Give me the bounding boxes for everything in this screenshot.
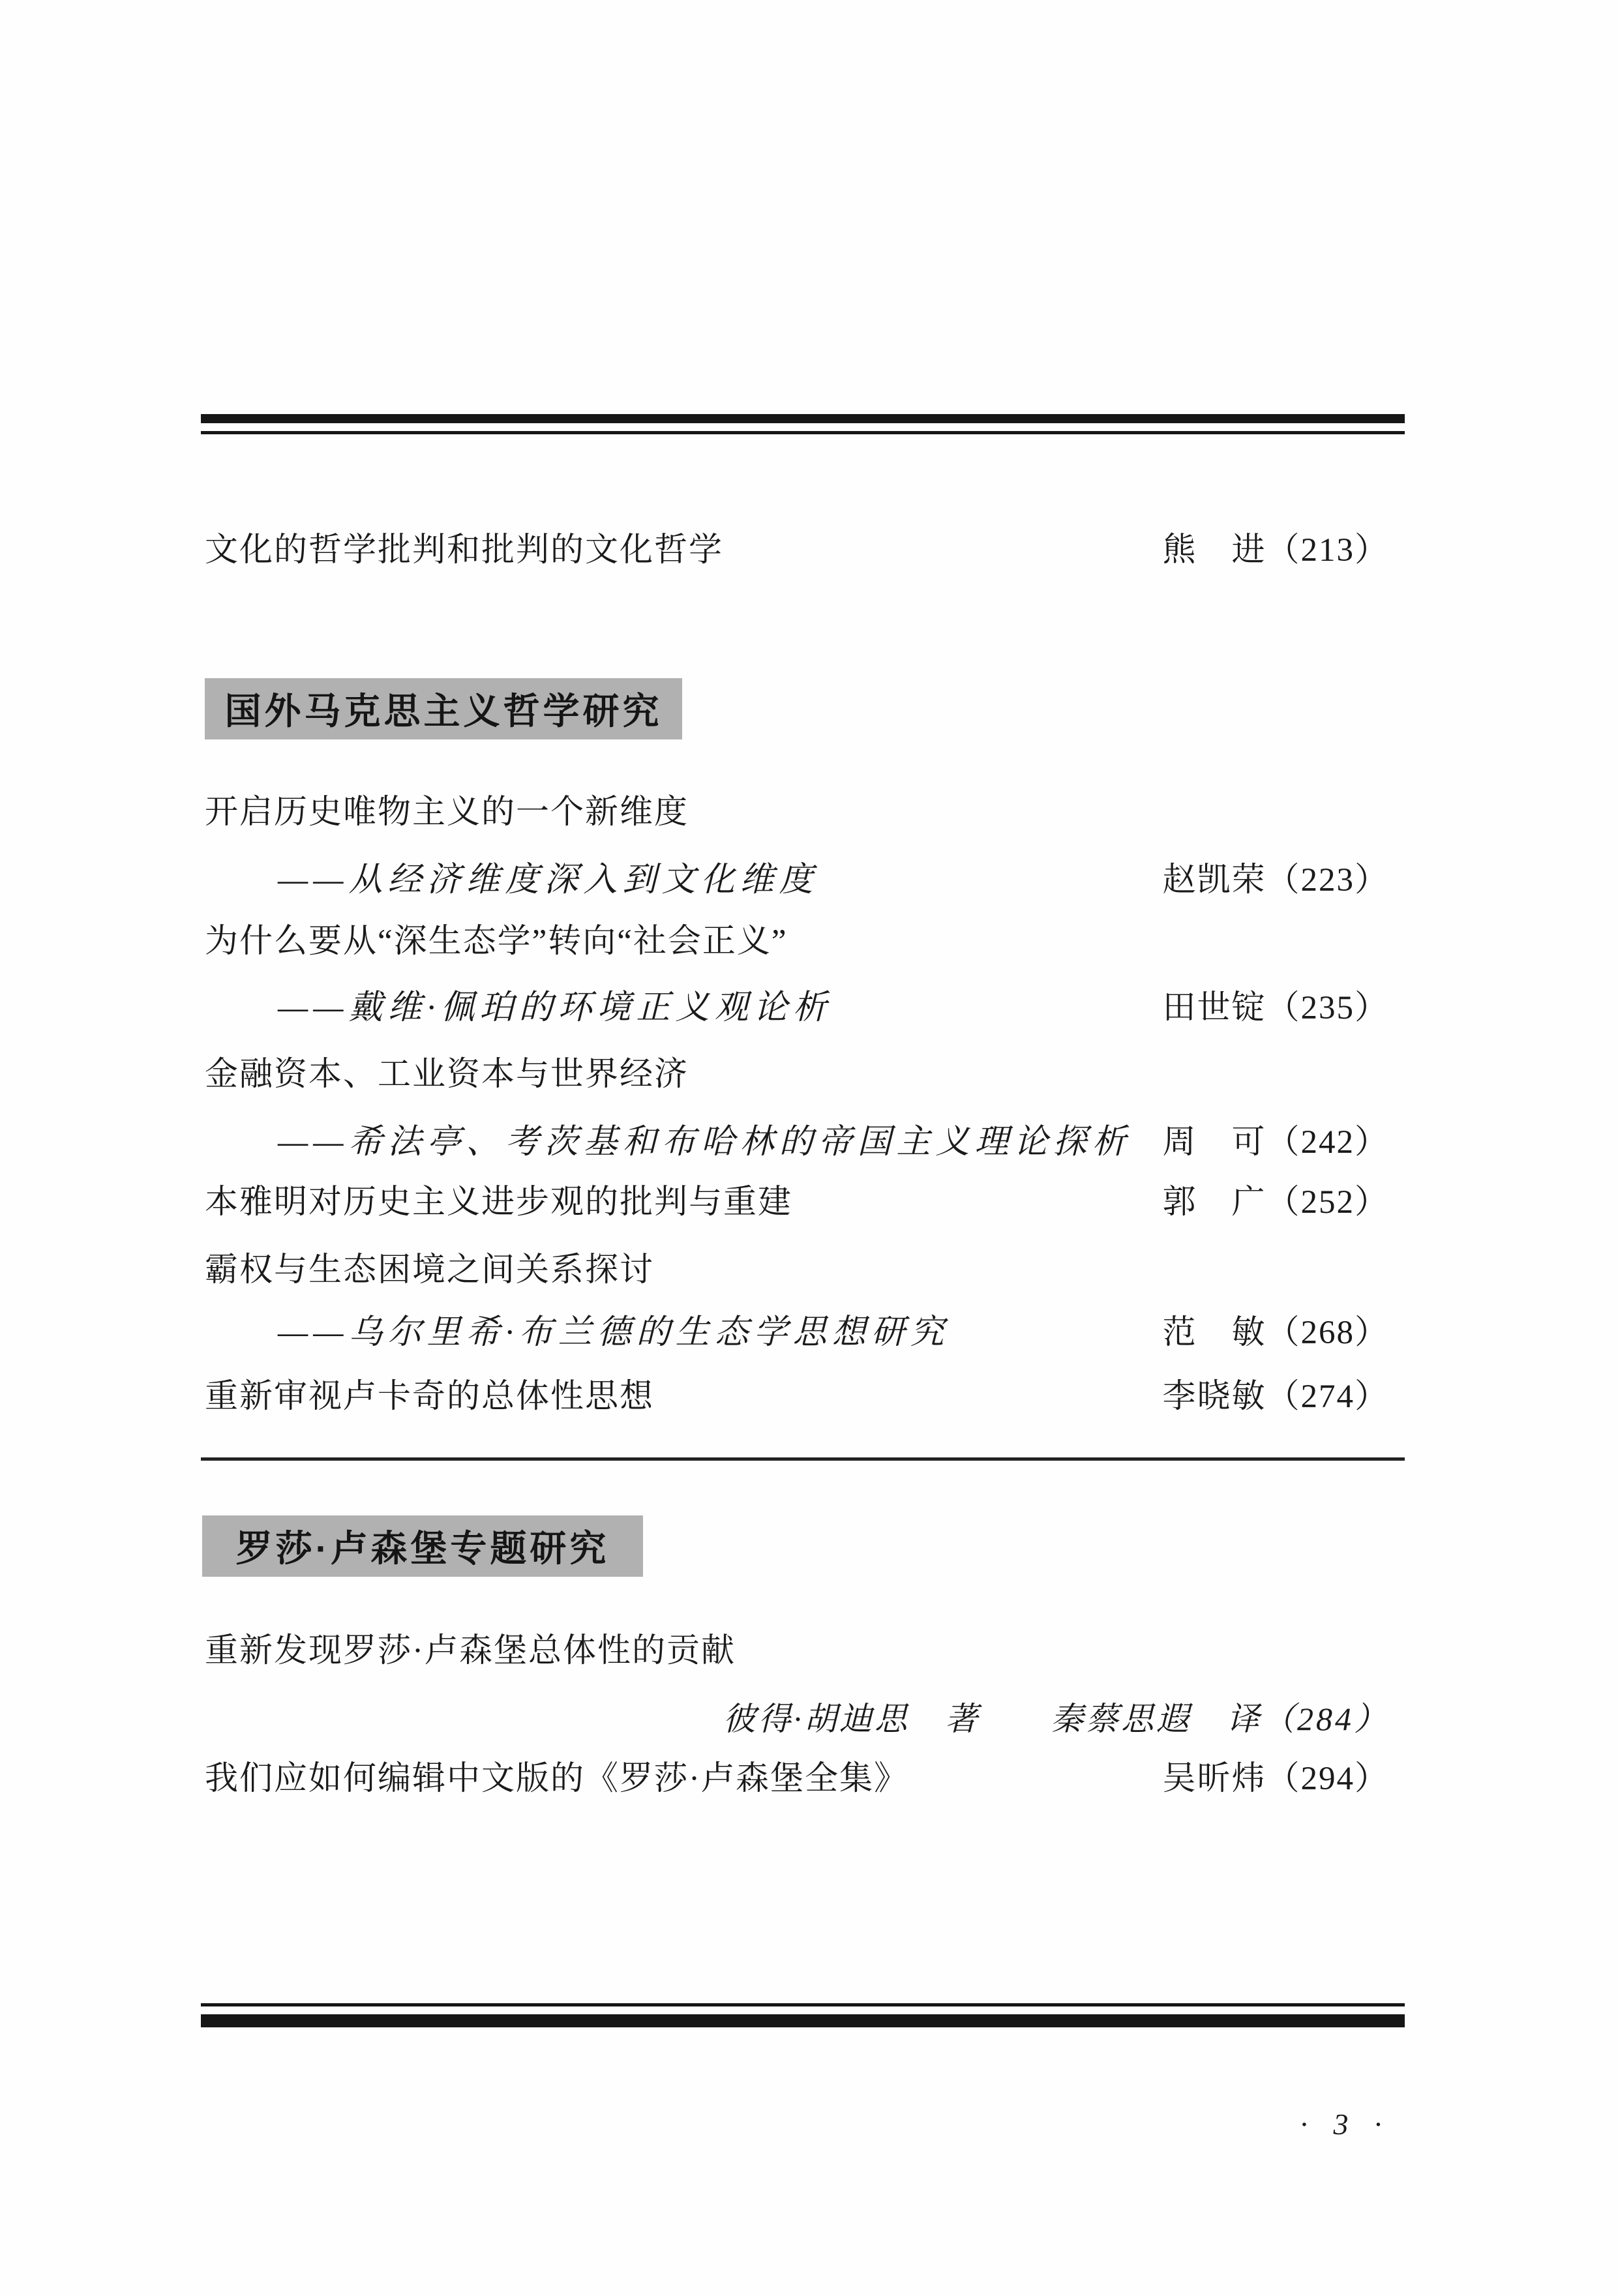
toc-entry-row — [205, 859, 1405, 901]
entry-author-page: 赵凯荣（223） — [1162, 862, 1389, 899]
entry-title: 为什么要从“深生态学”转向“社会正义” — [205, 923, 788, 960]
toc-entry-row — [205, 1312, 1405, 1354]
section-header-label: 国外马克思主义哲学研究 — [224, 691, 663, 732]
toc-entry-row — [205, 1630, 1405, 1672]
toc-entry-row — [205, 1054, 1405, 1096]
toc-entry-row — [205, 1376, 1405, 1418]
entry-subtitle: ——希法亭、考茨基和布哈林的帝国主义理论探析 — [278, 1124, 1131, 1161]
toc-entry-row — [205, 987, 1405, 1029]
entry-author-page: 田世锭（235） — [1162, 990, 1389, 1026]
entry-author-translator-page: 彼得·胡迪思 著 秦蔡思遐 译（284） — [723, 1701, 1389, 1737]
toc-entry-row — [205, 1122, 1405, 1163]
section-divider-rule — [201, 1457, 1405, 1461]
toc-entry-row — [205, 1182, 1405, 1223]
bottom-rule-thin — [201, 2003, 1405, 2006]
entry-author-page: 熊 进（213） — [1162, 532, 1389, 569]
top-rule-thin — [201, 431, 1405, 434]
entry-subtitle: ——从经济维度深入到文化维度 — [278, 861, 818, 899]
entry-author-page: 吴昕炜（294） — [1162, 1761, 1389, 1797]
entry-author-page: 李晓敏（274） — [1162, 1379, 1389, 1415]
section-header-rosa-luxemburg — [202, 1515, 643, 1577]
entry-title: 金融资本、工业资本与世界经济 — [205, 1056, 689, 1093]
entry-title: 重新审视卢卡奇的总体性思想 — [205, 1379, 655, 1415]
entry-subtitle: ——乌尔里希·布兰德的生态学思想研究 — [278, 1314, 950, 1351]
page-number: · 3 · — [1300, 2108, 1391, 2141]
toc-entry-row — [205, 1758, 1405, 1800]
entry-title: 开启历史唯物主义的一个新维度 — [205, 794, 689, 831]
toc-entry-row — [205, 921, 1405, 962]
entry-title: 本雅明对历史主义进步观的批判与重建 — [205, 1184, 793, 1221]
entry-subtitle: ——戴维·佩珀的环境正义观论析 — [278, 989, 832, 1026]
toc-entry-row — [205, 529, 1405, 571]
section-header-foreign-marxism — [205, 678, 682, 739]
entry-title: 霸权与生态困境之间关系探讨 — [205, 1252, 655, 1289]
bottom-rule-thick — [201, 2014, 1405, 2027]
toc-entry-row — [205, 1249, 1405, 1291]
entry-title: 文化的哲学批判和批判的文化哲学 — [205, 532, 724, 569]
entry-title: 重新发现罗莎·卢森堡总体性的贡献 — [205, 1633, 736, 1669]
toc-entry-row — [205, 1698, 1405, 1740]
entry-author-page: 周 可（242） — [1162, 1124, 1389, 1161]
section-header-label: 罗莎·卢森堡专题研究 — [235, 1528, 610, 1569]
entry-author-page: 范 敏（268） — [1162, 1315, 1389, 1351]
top-rule-thick — [201, 414, 1405, 423]
entry-author-page: 郭 广（252） — [1162, 1184, 1389, 1221]
entry-title: 我们应如何编辑中文版的《罗莎·卢森堡全集》 — [205, 1761, 908, 1797]
toc-entry-row — [205, 792, 1405, 833]
